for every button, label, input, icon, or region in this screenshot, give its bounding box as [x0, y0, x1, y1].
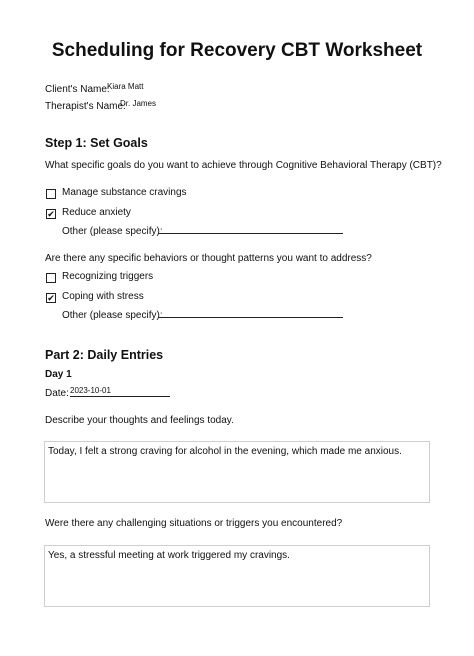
other-specify-label: Other (please specify):	[62, 226, 163, 237]
checkbox-reduce-anxiety[interactable]	[46, 209, 56, 219]
date-value[interactable]: 2023-10-01	[70, 386, 111, 395]
checkbox-recognizing-triggers[interactable]	[46, 273, 56, 283]
other-specify-label: Other (please specify):	[62, 310, 163, 321]
step1-heading: Step 1: Set Goals	[45, 136, 148, 150]
thoughts-answer-box[interactable]	[44, 441, 430, 503]
day-label: Day 1	[45, 369, 72, 380]
thoughts-answer-text: Today, I felt a strong craving for alcohol in the evening, which made me anxious.	[48, 446, 402, 457]
check-mark-icon: ✔	[47, 209, 55, 219]
option-label: Coping with stress	[62, 291, 144, 302]
page-title: Scheduling for Recovery CBT Worksheet	[51, 40, 423, 61]
checkbox-coping-stress[interactable]	[46, 293, 56, 303]
goals-question: What specific goals do you want to achieve through Cognitive Behavioral Therapy (CBT)?	[45, 160, 442, 171]
triggers-answer-box[interactable]	[44, 545, 430, 607]
client-name-label: Client's Name:	[45, 84, 110, 95]
part2-heading: Part 2: Daily Entries	[45, 348, 164, 362]
date-line	[70, 396, 170, 397]
triggers-answer-text: Yes, a stressful meeting at work triggered my cravings.	[48, 550, 290, 561]
option-label: Manage substance cravings	[62, 187, 187, 198]
other-specify-line[interactable]	[158, 317, 343, 318]
triggers-question: Were there any challenging situations or triggers you encountered?	[45, 518, 343, 529]
therapist-name-value[interactable]: Dr. James	[120, 99, 157, 108]
option-label: Recognizing triggers	[62, 271, 154, 282]
check-mark-icon: ✔	[47, 293, 55, 303]
checkbox-manage-cravings[interactable]	[46, 189, 56, 199]
thoughts-question: Describe your thoughts and feelings today.	[45, 415, 234, 426]
option-label: Reduce anxiety	[62, 207, 131, 218]
other-specify-line[interactable]	[158, 233, 343, 234]
therapist-name-label: Therapist's Name:	[45, 101, 126, 112]
date-label: Date:	[45, 388, 69, 399]
client-name-value[interactable]: Kiara Matt	[107, 82, 144, 91]
behaviors-question: Are there any specific behaviors or thought patterns you want to address?	[45, 253, 372, 264]
